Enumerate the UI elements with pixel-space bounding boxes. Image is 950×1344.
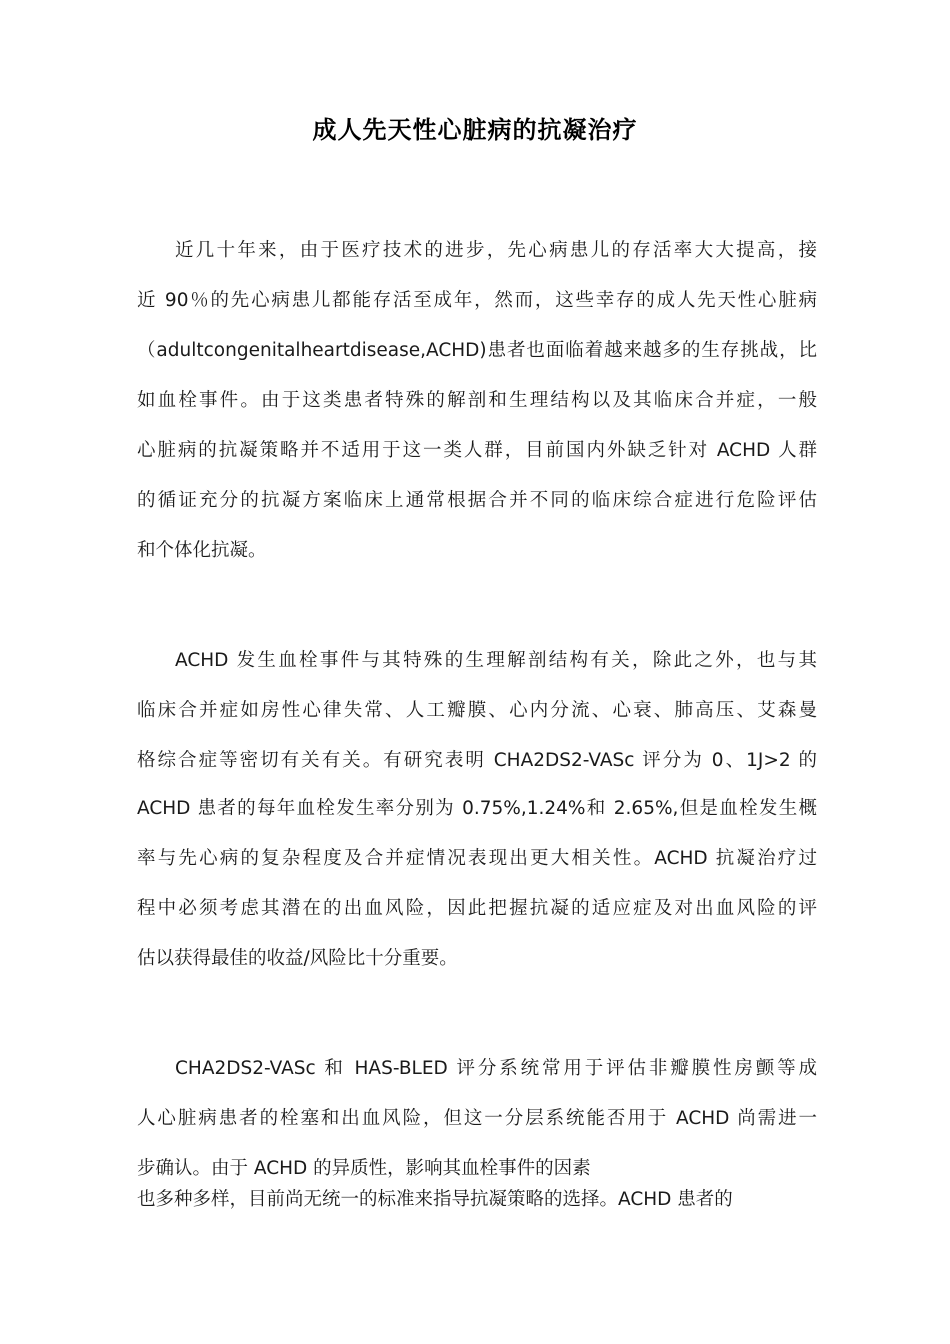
paragraph-line: 的循证充分的抗凝方案临床上通常根据合并不同的临床综合症进行危险评估 <box>137 490 817 511</box>
paragraph-line: 率与先心病的复杂程度及合并症情况表现出更大相关性。ACHD 抗凝治疗过 <box>137 848 817 869</box>
document-title: 成人先天性心脏病的抗凝治疗 <box>312 116 638 144</box>
paragraph-line: 近几十年来，由于医疗技术的进步，先心病患儿的存活率大大提高，接 <box>175 240 817 261</box>
paragraph-line: 和个体化抗凝。 <box>137 540 267 561</box>
paragraph-line: 程中必须考虑其潜在的出血风险，因此把握抗凝的适应症及对出血风险的评 <box>137 898 817 919</box>
paragraph-line: ACHD 发生血栓事件与其特殊的生理解剖结构有关，除此之外，也与其 <box>175 650 817 671</box>
paragraph-line: 人心脏病患者的栓塞和出血风险，但这一分层系统能否用于 ACHD 尚需进一 <box>137 1108 817 1129</box>
paragraph-line: CHA2DS2-VASc 和 HAS-BLED 评分系统常用于评估非瓣膜性房颤等成 <box>175 1058 817 1079</box>
paragraph-line: 步确认。由于 ACHD 的异质性，影响其血栓事件的因素 <box>137 1158 591 1179</box>
paragraph-line: （adultcongenitalheartdisease,ACHD)患者也面临着越来越多的生存挑战，比 <box>137 340 817 361</box>
paragraph-line: 估以获得最佳的收益/风险比十分重要。 <box>137 948 458 969</box>
paragraph-line: 心脏病的抗凝策略并不适用于这一类人群，目前国内外缺乏针对 ACHD 人群 <box>137 440 817 461</box>
paragraph-line: ACHD 患者的每年血栓发生率分别为 0.75%,1.24%和 2.65%,但是血栓发生概 <box>137 798 817 819</box>
paragraph-line: 也多种多样，目前尚无统一的标准来指导抗凝策略的选择。ACHD 患者的 <box>137 1189 733 1210</box>
paragraph-line: 临床合并症如房性心律失常、人工瓣膜、心内分流、心衰、肺高压、艾森曼 <box>137 700 817 721</box>
paragraph-line: 近 90％的先心病患儿都能存活至成年，然而，这些幸存的成人先天性心脏病 <box>137 290 817 311</box>
paragraph-line: 如血栓事件。由于这类患者特殊的解剖和生理结构以及其临床合并症，一般 <box>137 390 817 411</box>
paragraph-line: 格综合症等密切有关有关。有研究表明 CHA2DS2-VASc 评分为 0、1J>2 的 <box>137 750 817 771</box>
